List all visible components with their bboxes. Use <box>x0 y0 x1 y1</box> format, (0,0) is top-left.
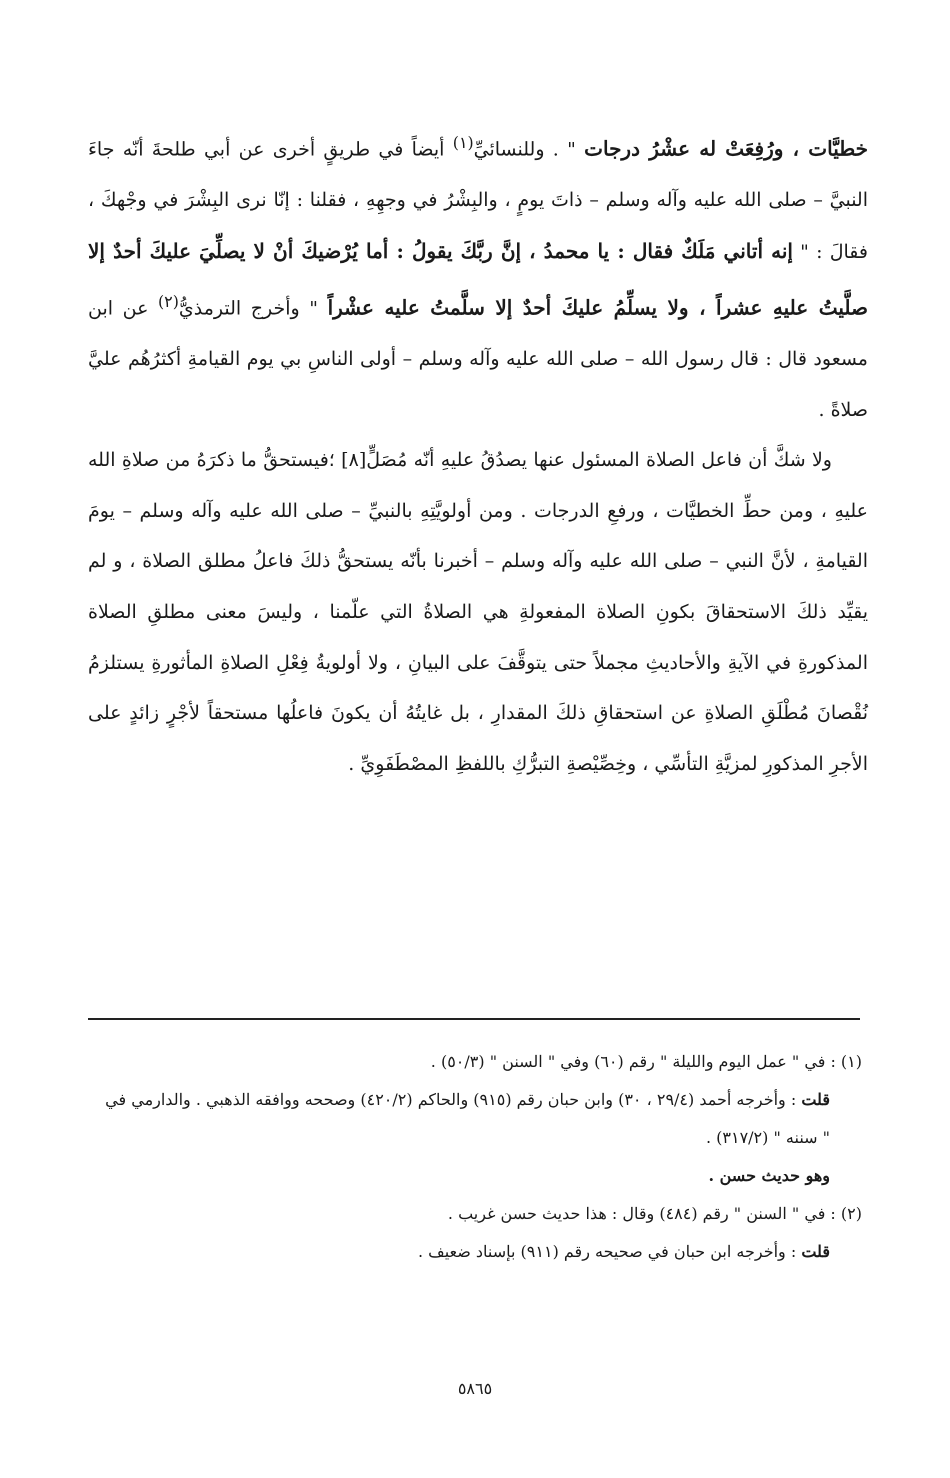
footnote-marker: (١) <box>452 133 474 152</box>
text-run: ولا شكَّ أن فاعل الصلاة المسئول عنها يصدُقُ عليهِ أنّه مُصَلٍّ <box>366 449 832 472</box>
paragraph-1 <box>88 118 868 435</box>
footnote-2-note <box>96 1233 862 1271</box>
main-text <box>88 118 868 789</box>
text-run: عن ابن مسعود قال : قال رسول الله – صلى الله عليه وآله وسلم – أولى الناسِ بي يوم القيامةِ أكثرُهُم عليَّ صلاةً . <box>88 297 868 421</box>
page-number: ٥٨٦٥ <box>457 1379 493 1398</box>
footnote-1-grade: وهو حديث حسن . <box>708 1166 830 1185</box>
footnote-separator <box>88 1018 860 1020</box>
hadith-quote: إنه أتاني مَلَكٌ فقال : يا محمدُ ، إنَّ ربَّكَ يقولُ : أما يُرْضيكَ أنْ لا يصلِّيَ عليكَ أحدٌ إلا صلَّيتُ عليهِ عشراً ، ولا يسلِّمُ عليكَ أحدٌ إلا سلَّمتُ عليه عشْراً <box>88 238 868 320</box>
bracket-reference: [٨] <box>341 449 367 472</box>
footnotes <box>96 1043 862 1271</box>
text-run: " . وللنسائيِّ <box>473 138 585 161</box>
footnote-1: (١) : في " عمل اليوم والليلة " رقم (٦٠) وفي " السنن " (٥٠/٣) . <box>430 1052 862 1071</box>
note-label: قلت <box>801 1090 830 1109</box>
bold-phrase: خطيَّات ، ورُفِعَتْ له عشْرُ درجات <box>584 136 869 161</box>
footnote-marker: (٢) <box>157 292 179 312</box>
footnote-1-note <box>96 1081 862 1157</box>
footnote-2: (٢) : في " السنن " رقم (٤٨٤) وقال : هذا حديث حسن غريب . <box>447 1204 862 1223</box>
text-run: " وأخرج الترمذيُّ <box>178 297 328 320</box>
note-label: قلت <box>801 1242 830 1261</box>
text-run: أيضاً في طريقٍ أخرى عن أبي طلحةَ أنّه جاءَ النبيَّ – صلى الله عليه وآله وسلم – ذاتَ يومٍ ، والبِشْرُ في وجهِهِ ، فقلنا : إنّا نرى البِشْرَ في وجْهكَ ، فقالَ : " <box>88 138 868 263</box>
note-text: : وأخرجه ابن حبان في صحيحه رقم (٩١١) بإسناد ضعيف . <box>417 1242 802 1261</box>
paragraph-2 <box>88 435 868 789</box>
text-run: ؛فيستحقُّ ما ذكرَهُ من صلاةِ الله عليهِ ، ومن حطِّ الخطيَّات ، ورفعِ الدرجات . ومن أولويَّتِهِ بالنبيِّ – صلى الله عليه وآله وسلم – يومَ القيامةِ ، لأنَّ النبي – صلى الله عليه وآله وسلم – أخبرنا بأنّه يستحقُّ ذلكَ فاعلُ مطلق الصلاة ، و لم يقيِّد ذلكَ الاستحقاقَ بكونِ الصلاة المفعولةِ هي الصلاةُ التي علّمنا ، وليسَ معنى مطلقِ الصلاة المذكورةِ في الآيةِ والأحاديثِ مجملاً حتى يتوقَّفَ على البيانِ ، ولا أولويةُ فِعْلِ الصلاةِ المأثورةِ يستلزمُ نُقْصانَ مُطْلَقِ الصلاةِ عن استحقاقِ ذلكَ المقدارِ ، بل غايتُهُ أن يكونَ فاعلُها مستحقاً لأجْرٍ زائدٍ على الأجرِ المذكورِ لمزيَّةِ التأسِّي ، وخِصِّيْصةِ التبرُّكِ باللفظِ المصْطَفَوِيِّ . <box>88 449 868 775</box>
note-text: : وأخرجه أحمد (٢٩/٤ ، ٣٠) وابن حبان رقم (٩١٥) والحاكم (٤٢٠/٢) وصححه ووافقه الذهبي . والدارمي في " سننه " (٣١٧/٢) . <box>105 1090 830 1147</box>
